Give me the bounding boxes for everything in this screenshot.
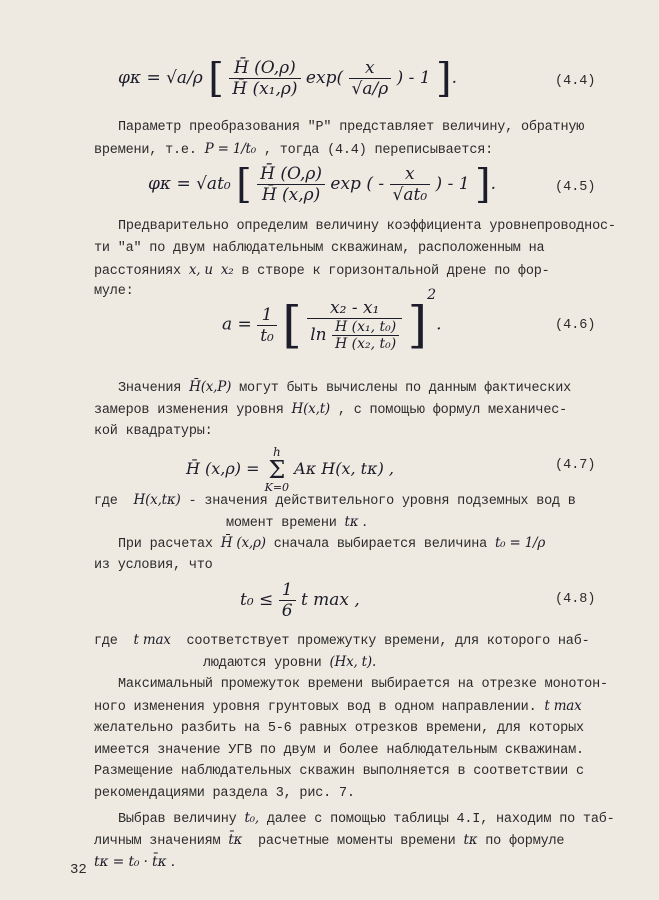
para3-formula-1: H̄(x,P) <box>189 379 232 395</box>
left-bracket: [ <box>208 55 224 102</box>
equation-4-8 <box>240 580 360 621</box>
para7-line2 <box>94 696 582 718</box>
para6-line1 <box>94 630 590 652</box>
para7-line2-text: ного изменения уровня грунтовых вод в одном направлении. <box>94 700 537 715</box>
eq46-lhs: a = <box>222 314 252 335</box>
para7-line3: желательно разбить на 5-6 равных отрезков времени, для которых <box>94 721 584 736</box>
para7-formula: t max <box>544 698 582 714</box>
para1-formula: P = 1/t₀ <box>204 141 256 157</box>
right-bracket: ] <box>407 296 428 354</box>
eq45-exp-den: √at₀ <box>392 185 428 205</box>
para8-line3: tκ = t₀ · t̄κ . <box>94 854 175 870</box>
para5-line2: из условия, что <box>94 558 213 573</box>
para4-formula: H(x,tκ) <box>133 492 181 508</box>
para6-line2 <box>203 652 376 674</box>
equation-4-4: φκ = √a/ρ [ $\frac{H̄ (O,\rho)}{\text{H̄ (x₁,ρ)}}$ exp( $\frac{x}{√a/\rho}$ ) - 1 ]. <box>118 55 458 102</box>
left-bracket: [ <box>236 161 252 208</box>
para4-line1-text-a: где <box>94 494 118 509</box>
eq45-tail: ) - 1 <box>435 174 470 194</box>
para3-formula-2: H(x,t) <box>291 401 330 417</box>
eq46-f1-den: t₀ <box>260 325 274 346</box>
para4-formula-2: tκ . <box>344 514 367 530</box>
para8-formula-2: t̄κ <box>228 832 243 848</box>
eq46-inner-den: H̄ (x₂, t₀) <box>334 336 397 352</box>
para6-line1-text-b: соответствует промежутку времени, для которого наб- <box>186 634 590 649</box>
para4-line2-text: момент времени <box>226 516 337 531</box>
para5-line1 <box>118 533 545 555</box>
eq45-denominator: H̄ (x,ρ) <box>261 185 321 205</box>
para3-line2 <box>94 399 567 421</box>
equation-4-7 <box>186 446 394 493</box>
eq48-rhs: t max , <box>300 590 360 610</box>
eq46-main-den <box>307 319 402 352</box>
para4-line1-text-b: - значения действительного уровня подземных вод в <box>188 494 576 509</box>
equation-4-6: a = $\frac{1}{\text{t₀}}$ [ x₂ - x₁ ln $\frac{\text{H̄ (x₁, t₀)}}{\text{H̄ (x₂, t₀)}}$ ]$^2$. <box>222 286 442 354</box>
para7-line1: Максимальный промежуток времени выбирается на отрезке монотон- <box>118 677 608 692</box>
para7-line5: Размещение наблюдательных скважин выполняется в соответствии с <box>94 764 584 779</box>
eq47-number: (4.7) <box>555 458 596 473</box>
eq47-rhs: Aκ H(x, tκ) , <box>294 459 395 478</box>
eq44-exp-fraction <box>349 58 392 99</box>
para2-line3 <box>94 260 550 282</box>
para1-line1: Параметр преобразования "Р" представляет величину, обратную <box>118 120 585 135</box>
para2-x1: x, и <box>188 262 213 278</box>
para3-line2-text-b: , с помощью формул механичес- <box>337 403 568 418</box>
para8-line1-text-a: Выбрав величину <box>118 812 237 827</box>
eq44-exp-num: x <box>349 58 392 79</box>
para5-formula-1: H̄ (x,ρ) <box>220 535 266 551</box>
para2-line2: ти "а" по двум наблюдательным скважинам, расположенным на <box>94 241 545 256</box>
eq47-lhs: H̄ (x,ρ) = <box>186 459 260 478</box>
eq47-sum <box>265 446 289 493</box>
eq44-fraction <box>229 58 300 99</box>
para1-line2 <box>94 139 493 161</box>
para4-line1 <box>94 490 576 512</box>
eq45-number: (4.5) <box>555 180 596 195</box>
para3-line1 <box>118 377 571 399</box>
para3-line1-text-a: Значения <box>118 381 182 396</box>
equation-4-5: φκ = √at₀ [ $\frac{H̄ (O,\rho)}{H̄ (x,\rho)}$ exp ( - $\frac{x}{\text{√at₀}}$ ) - 1 ]. <box>148 161 496 208</box>
para3-line2-text-a: замеров изменения уровня <box>94 403 284 418</box>
eq48-fraction <box>279 580 296 621</box>
eq45-numerator: H̄ (O,ρ) <box>257 164 325 185</box>
eq46-power: 2 <box>427 286 437 303</box>
eq46-ln: ln <box>310 325 327 345</box>
eq45-exp: exp ( - <box>330 174 385 194</box>
eq45-exp-num: x <box>390 164 431 185</box>
eq45-lhs: φκ = √at₀ <box>148 174 231 194</box>
eq46-f1-num: 1 <box>257 305 277 326</box>
eq44-number: (4.4) <box>555 74 596 89</box>
para2-line3-text-a: расстояниях <box>94 264 181 279</box>
eq44-denominator: H̄ (x₁,ρ) <box>232 79 298 99</box>
para8-formula-1: t₀, <box>244 810 259 826</box>
para2-line3-text-b: в створе к горизонтальной дрене по фор- <box>241 264 550 279</box>
para8-formula-3: tκ <box>463 832 478 848</box>
eq47-sum-top: h <box>272 445 281 459</box>
eq48-num: 1 <box>279 580 296 601</box>
eq46-fraction-1 <box>257 305 277 346</box>
eq47-sum-bottom: K=0 <box>264 481 290 494</box>
eq47-sum-symbol: Σ <box>268 456 286 484</box>
para5-line1-text-b: сначала выбирается величина <box>273 537 488 552</box>
para4-line2 <box>226 512 367 534</box>
eq45-exp-fraction <box>390 164 431 205</box>
eq46-main-fraction <box>307 298 402 352</box>
eq48-number: (4.8) <box>555 592 596 607</box>
para2-line1: Предварительно определим величину коэффициента уровнепроводнос- <box>118 219 616 234</box>
para8-line2-text-b: расчетные моменты времени <box>258 834 456 849</box>
eq48-lhs: t₀ ≤ <box>240 590 274 610</box>
para2-x2: x₂ <box>220 262 234 278</box>
eq48-den: 6 <box>281 601 293 621</box>
para8-line1 <box>118 808 615 830</box>
para3-line1-text-b: могут быть вычислены по данным фактических <box>239 381 571 396</box>
para6-formula: t max <box>133 632 171 648</box>
para7-line6: рекомендациями раздела 3, рис. 7. <box>94 786 355 801</box>
para2-line4: муле: <box>94 284 134 299</box>
left-bracket: [ <box>282 296 302 354</box>
para1-line2-text-b: , тогда (4.4) переписывается: <box>263 143 494 158</box>
para7-line4: имеется значение УГВ по двум и более наблюдательным скважинам. <box>94 743 584 758</box>
eq46-inner-num: H̄ (x₁, t₀) <box>332 319 399 336</box>
para8-line2-text-a: личным значениям <box>94 834 221 849</box>
para6-formula-2: (Hx, t). <box>329 654 377 670</box>
eq44-exp: exp( <box>305 68 344 88</box>
para3-line3: кой квадратуры: <box>94 424 213 439</box>
eq44-lhs: φκ = √a/ρ <box>118 68 203 88</box>
right-bracket: ] <box>474 161 491 208</box>
eq45-fraction <box>257 164 325 205</box>
eq46-main-num: x₂ - x₁ <box>307 298 402 319</box>
eq46-inner-fraction <box>332 319 399 352</box>
eq44-numerator: H̄ (O,ρ) <box>229 58 300 79</box>
para6-line1-text-a: где <box>94 634 118 649</box>
eq46-number: (4.6) <box>555 318 596 333</box>
para8-line1-text-b: далее с помощью таблицы 4.I, находим по таб- <box>266 812 615 827</box>
eq44-exp-den: √a/ρ <box>351 79 389 99</box>
para8-line2-text-c: по формуле <box>485 834 565 849</box>
para5-formula-2: t₀ = 1/ρ <box>494 535 546 551</box>
eq44-tail: ) - 1 <box>396 68 431 88</box>
para5-line1-text-a: При расчетах <box>118 537 213 552</box>
right-bracket: ] <box>436 55 452 102</box>
para1-line2-text-a: времени, т.е. <box>94 143 197 158</box>
para8-line2 <box>94 830 564 852</box>
para6-line2-text: людаются уровни <box>203 656 322 671</box>
page-number: 32 <box>70 862 87 878</box>
